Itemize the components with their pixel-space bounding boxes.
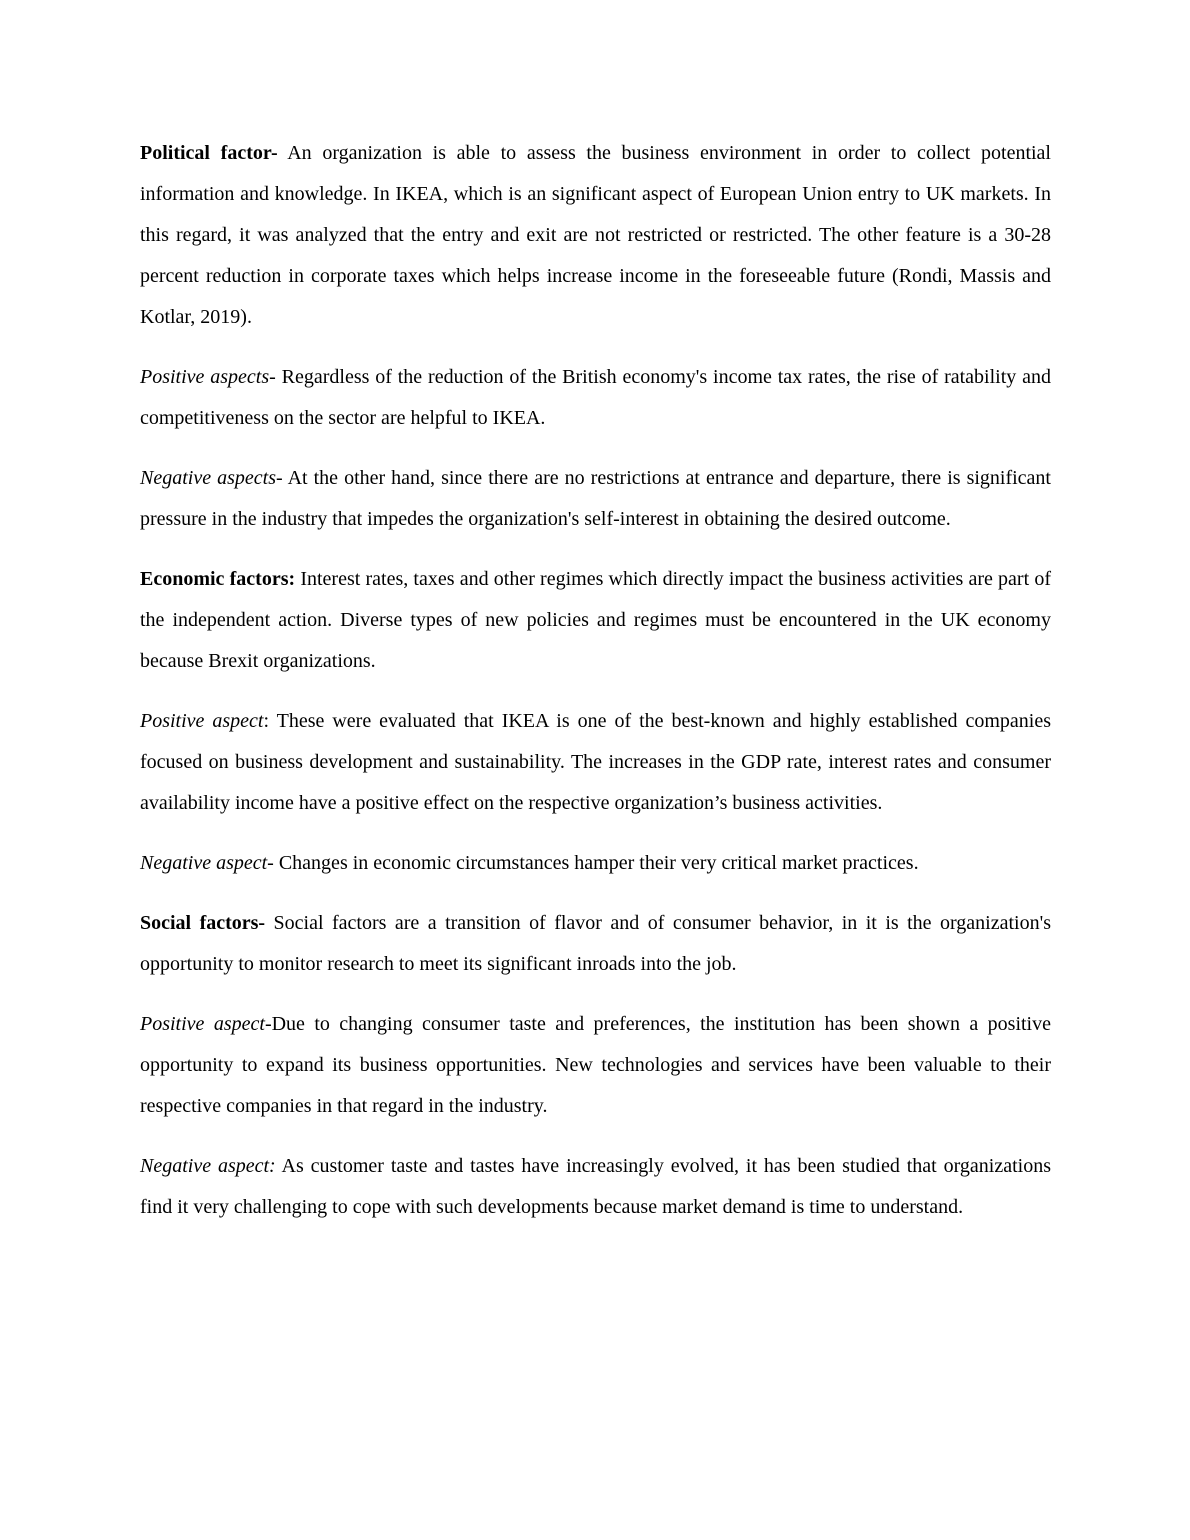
- paragraph-body: At the other hand, since there are no restrictions at entrance and departure, there is significant pressure in the industry that impedes the organization's self-interest in obtaining the desired outcome.: [140, 467, 1051, 530]
- paragraph-political-positive: [140, 357, 1051, 439]
- paragraph-lead: Negative aspects-: [140, 467, 283, 489]
- paragraph-lead: Positive aspect: [140, 710, 264, 732]
- paragraph-body: Regardless of the reduction of the British economy's income tax rates, the rise of ratability and competitiveness on the sector are helpful to IKEA.: [140, 366, 1052, 429]
- paragraph-lead: Political factor-: [140, 142, 278, 164]
- paragraph-political-negative: [140, 458, 1051, 540]
- paragraph-body: -Due to changing consumer taste and preferences, the institution has been shown a positive opportunity to expand its business opportunities. New technologies and services have been valuable to their respective companies in that regard in the industry.: [140, 1013, 1051, 1117]
- paragraph-economic-negative: [140, 843, 1051, 884]
- paragraph-body: Changes in economic circumstances hamper their very critical market practices.: [273, 852, 919, 874]
- paragraph-lead: Negative aspect:: [140, 1155, 276, 1177]
- paragraph-lead: Positive aspect: [140, 1013, 265, 1035]
- document-body: [140, 133, 1051, 1247]
- paragraph-body: Social factors are a transition of flavor and of consumer behavior, in it is the organization's opportunity to monitor research to meet its significant inroads into the job.: [140, 912, 1051, 975]
- paragraph-body: Interest rates, taxes and other regimes which directly impact the business activities are part of the independent action. Diverse types of new policies and regimes must be encountered in the UK economy because Brexit organizations.: [140, 568, 1051, 672]
- paragraph-economic-positive: [140, 701, 1051, 824]
- paragraph-body: : These were evaluated that IKEA is one of the best-known and highly established companies focused on business development and sustainability. The increases in the GDP rate, interest rates and consumer availability income have a positive effect on the respective organization’s business activities.: [140, 710, 1051, 814]
- paragraph-economic-factors: [140, 559, 1051, 682]
- paragraph-body: As customer taste and tastes have increasingly evolved, it has been studied that organizations find it very challenging to cope with such developments because market demand is time to understand.: [140, 1155, 1051, 1218]
- paragraph-lead: Negative aspect-: [140, 852, 274, 874]
- paragraph-social-negative: [140, 1146, 1051, 1228]
- paragraph-lead: Positive aspects-: [140, 366, 276, 388]
- paragraph-political-factor: [140, 133, 1051, 338]
- paragraph-social-positive: [140, 1004, 1051, 1127]
- paragraph-body: An organization is able to assess the business environment in order to collect potential information and knowledge. In IKEA, which is an significant aspect of European Union entry to UK markets. In this regard, it was analyzed that the entry and exit are not restricted or restricted. The other feature is a 30-28 percent reduction in corporate taxes which helps increase income in the foreseeable future (Rondi, Massis and Kotlar, 2019).: [140, 142, 1051, 328]
- paragraph-lead: Social factors-: [140, 912, 266, 934]
- paragraph-lead: Economic factors:: [140, 568, 296, 590]
- paragraph-social-factors: [140, 903, 1051, 985]
